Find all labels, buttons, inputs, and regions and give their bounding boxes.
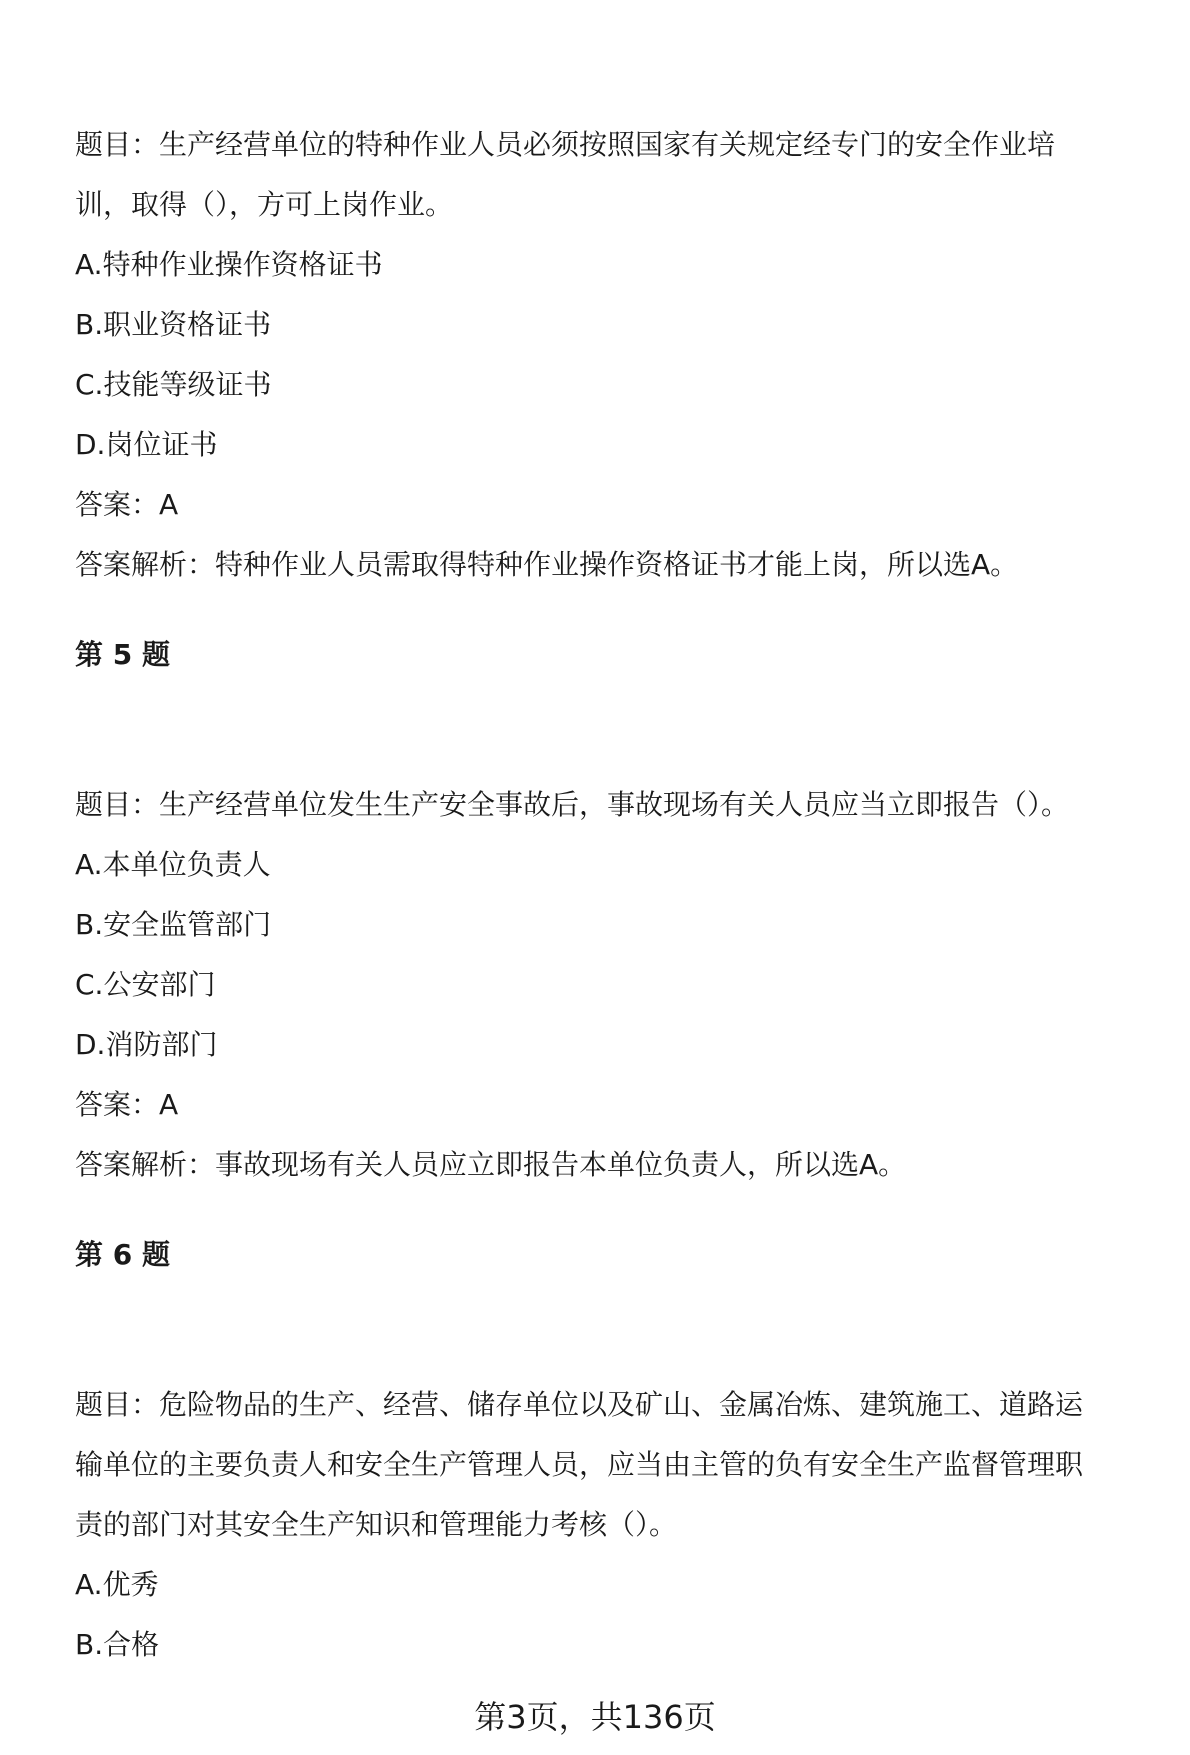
question-6-heading: 第 6 题 xyxy=(75,1238,170,1271)
question-6-option-b: B.合格 xyxy=(75,1628,160,1661)
question-5-analysis: 答案解析：事故现场有关人员应立即报告本单位负责人，所以选A。 xyxy=(75,1148,907,1181)
question-4-text-line-2: 训，取得（），方可上岗作业。 xyxy=(75,188,454,221)
question-4-option-d: D.岗位证书 xyxy=(75,428,218,461)
question-6-text-line-1: 题目：危险物品的生产、经营、储存单位以及矿山、金属冶炼、建筑施工、道路运 xyxy=(75,1388,1084,1421)
page-footer-number: 第3页，共136页 xyxy=(474,1698,716,1736)
question-5-option-b: B.安全监管部门 xyxy=(75,908,272,941)
question-5-heading: 第 5 题 xyxy=(75,638,170,671)
question-6-option-a: A.优秀 xyxy=(75,1568,159,1601)
question-4-option-a: A.特种作业操作资格证书 xyxy=(75,248,383,281)
question-6-text-line-2: 输单位的主要负责人和安全生产管理人员，应当由主管的负有安全生产监督管理职 xyxy=(75,1448,1084,1481)
question-5-answer: 答案：A xyxy=(75,1088,179,1121)
question-6-text-line-3: 责的部门对其安全生产知识和管理能力考核（）。 xyxy=(75,1508,678,1541)
question-4-option-b: B.职业资格证书 xyxy=(75,308,272,341)
question-5-option-c: C.公安部门 xyxy=(75,968,216,1001)
question-5-text-line-1: 题目：生产经营单位发生生产安全事故后，事故现场有关人员应当立即报告（）。 xyxy=(75,788,1070,821)
question-4-text-line-1: 题目：生产经营单位的特种作业人员必须按照国家有关规定经专门的安全作业培 xyxy=(75,128,1056,161)
question-4-answer: 答案：A xyxy=(75,488,179,521)
document-page xyxy=(75,0,1160,1755)
question-5-option-d: D.消防部门 xyxy=(75,1028,218,1061)
question-4-option-c: C.技能等级证书 xyxy=(75,368,272,401)
question-5-option-a: A.本单位负责人 xyxy=(75,848,271,881)
question-4-analysis: 答案解析：特种作业人员需取得特种作业操作资格证书才能上岗，所以选A。 xyxy=(75,548,1019,581)
